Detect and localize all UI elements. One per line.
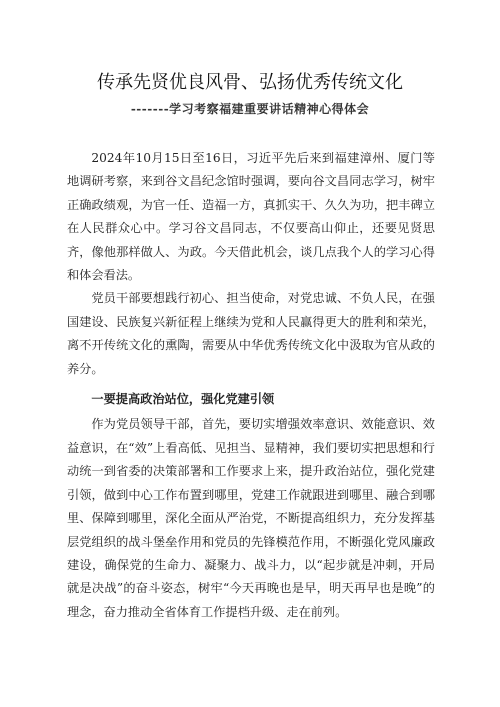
document-body [67, 147, 435, 624]
paragraph: 2024年10月15日至16日，习近平先后来到福建漳州、厦门等地调研考察，来到谷文昌纪念馆时强调，要向谷文昌同志学习，树牢正确政绩观，为官一任、造福一方，真抓实干、久久为功，把丰碑立在人民群众心中。学习谷文昌同志，不仅要高山仰止，还要见贤思齐，像他那样做人、为政。今天借此机会，谈几点我个人的学习心得和体会看法。 [67, 151, 435, 283]
section-heading: 一要提高政治站位，强化党建引领 [91, 392, 275, 407]
document-title: 传承先贤优良风骨、弘扬优秀传统文化 [97, 72, 403, 93]
paragraph: 党员干部要想践行初心、担当使命，对党忠诚、不负人民，在强国建设、民族复兴新征程上继续为党和人民赢得更大的胜利和荣光，离不开传统文化的熏陶，需要从中华优秀传统文化中汲取为官从政的养分。 [67, 291, 435, 376]
paragraph: 作为党员领导干部，首先，要切实增强效率意识、效能意识、效益意识，在“效”上看高低、见担当、显精神，我们要切实把思想和行动统一到省委的决策部署和工作要求上来，提升政治站位，强化党建引领，做到中心工作布置到哪里，党建工作就跟进到哪里、融合到哪里、保障到哪里，深化全面从严治党，不断提高组织力，充分发挥基层党组织的战斗堡垒作用和党员的先锋模范作用，不断强化党风廉政建设，确保党的生命力、凝聚力、战斗力，以“起步就是冲刺，开局就是决战”的奋斗姿态，树牢“今天再晚也是早，明天再早也是晚”的理念，奋力推动全省体育工作提档升级、走在前列。 [67, 417, 435, 619]
document-subtitle: -------学习考察福建重要讲话精神心得体会 [130, 102, 370, 116]
